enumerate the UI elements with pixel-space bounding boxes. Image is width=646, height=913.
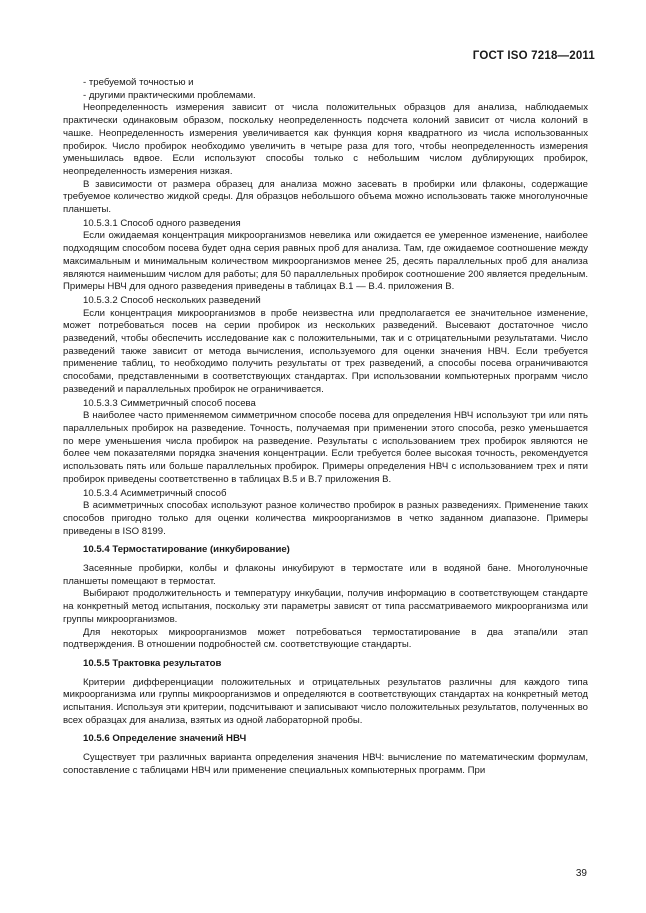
paragraph: Если ожидаемая концентрация микроорганизмов невелика или ожидается ее умеренное изменение, наиболее подходящим способом посева будет одна серия равных проб для анализа. Там, где ожидаемое соотношение между максимальным и минимальным количеством микроорганизмов менее 25, десять параллельных проб для анализа являются наименьшим числом для работы; для 50 параллельных пробирок соотношение 200 является предельным. Примеры НВЧ для одного разведения приведены в таблицах В.1 — В.4. приложения В. xyxy=(63,230,588,293)
section-heading: 10.5.5 Трактовка результатов xyxy=(83,657,222,669)
document-body xyxy=(63,77,588,778)
paragraph: Для некоторых микроорганизмов может потребоваться термостатирование в два этапа/или этап подтверждения. В отношении подробностей см. соответствующие стандарты. xyxy=(63,626,588,651)
section-heading: 10.5.4 Термостатирование (инкубирование) xyxy=(83,544,290,556)
paragraph: Выбирают продолжительность и температуру инкубации, получив информацию в соответствующем стандарте на конкретный метод испытания, поскольку эти параметры зависят от типа рассматриваемого микроорганизма или группы микроорганизмов. xyxy=(63,588,588,625)
paragraph: В асимметричных способах используют разное количество пробирок в разных разведениях. Применение таких способов пригодно только для оценки количества микроорганизмов в четко заданном диапазоне. Примеры приведены в ISO 8199. xyxy=(63,500,588,537)
paragraph: Если концентрация микроорганизмов в пробе неизвестна или предполагается ее значительное изменение, может потребоваться посев на серии пробирок из нескольких разведений. Высевают достаточное число разведений, чтобы обеспечить исследование как с положительными, так и с отрицательными результатами. Число разведений также зависит от метода вычисления, используемого для оценки значения НВЧ. Если требуется применение таблиц, то необходимо получить результаты от трех разведений, а способы посева ограничиваются способами, представленными в соответствующих стандартах. При использовании компьютерных программ число разведений и параллельных пробирок не ограничивается. xyxy=(63,307,588,395)
paragraph: В наиболее часто применяемом симметричном способе посева для определения НВЧ используют три или пять параллельных пробирок на разведение. Точность, получаемая при применении этого способа, резко уменьшается по мере уменьшения числа пробирок на разведение. Результаты с использованием трех пробирок являются не более чем показателями порядка значения концентрации. Если требуется более высокая точность, рекомендуется использовать пять или больше параллельных пробирок. Примеры определения НВЧ с использованием трех и пяти пробирок приведены соответственно в таблицах В.5 и В.7 приложения В. xyxy=(63,410,588,485)
subsection-title: 10.5.3.3 Симметричный способ посева xyxy=(83,397,256,409)
subsection-title: 10.5.3.1 Способ одного разведения xyxy=(83,217,241,229)
section-heading: 10.5.6 Определение значений НВЧ xyxy=(83,733,247,745)
page-number: 39 xyxy=(575,868,587,879)
paragraph: В зависимости от размера образец для анализа можно засевать в пробирки или флаконы, содержащие требуемое количество жидкой среды. Для образцов небольшого объема можно использовать также многолуночные планшеты. xyxy=(63,178,588,216)
list-item: - требуемой точностью и xyxy=(83,77,194,88)
paragraph: Существует три различных варианта определения значения НВЧ: вычисление по математическим формулам, сопоставление с таблицами НВЧ или применение специальных компьютерных программ. При xyxy=(63,752,588,776)
subsection-title: 10.5.3.4 Асимметричный способ xyxy=(83,487,227,499)
subsection-title: 10.5.3.2 Способ нескольких разведений xyxy=(83,294,261,306)
paragraph: Критерии дифференциации положительных и отрицательных результатов различны для каждого типа микроорганизма или группы микроорганизмов и определяются в соответствующих стандартах на конкретный метод испытания. Используя эти критерии, подсчитывают и записывают число положительных результатов, полученных во всех образцах для анализа, взятых из одной лабораторной пробы. xyxy=(63,676,588,726)
paragraph: Засеянные пробирки, колбы и флаконы инкубируют в термостате или в водяной бане. Многолуночные планшеты помещают в термостат. xyxy=(63,563,588,587)
standard-header: ГОСТ ISO 7218—2011 xyxy=(472,50,595,62)
list-item: - другими практическими проблемами. xyxy=(83,89,256,101)
paragraph: Неопределенность измерения зависит от числа положительных образцов для анализа, наблюдаемых практически одинаковым образом, поскольку неопределенность подсчета колоний зависит от числа колоний в чашке. Неопределенность измерения увеличивается как функция корня квадратного из числа использованных пробирок. Число пробирок необходимо увеличить в четыре раза для того, чтобы неопределенность измерения уменьшилась вдвое. Если используют способы только с небольшим числом дублирующих пробирок, неопределенность измерения низкая. xyxy=(63,102,588,177)
